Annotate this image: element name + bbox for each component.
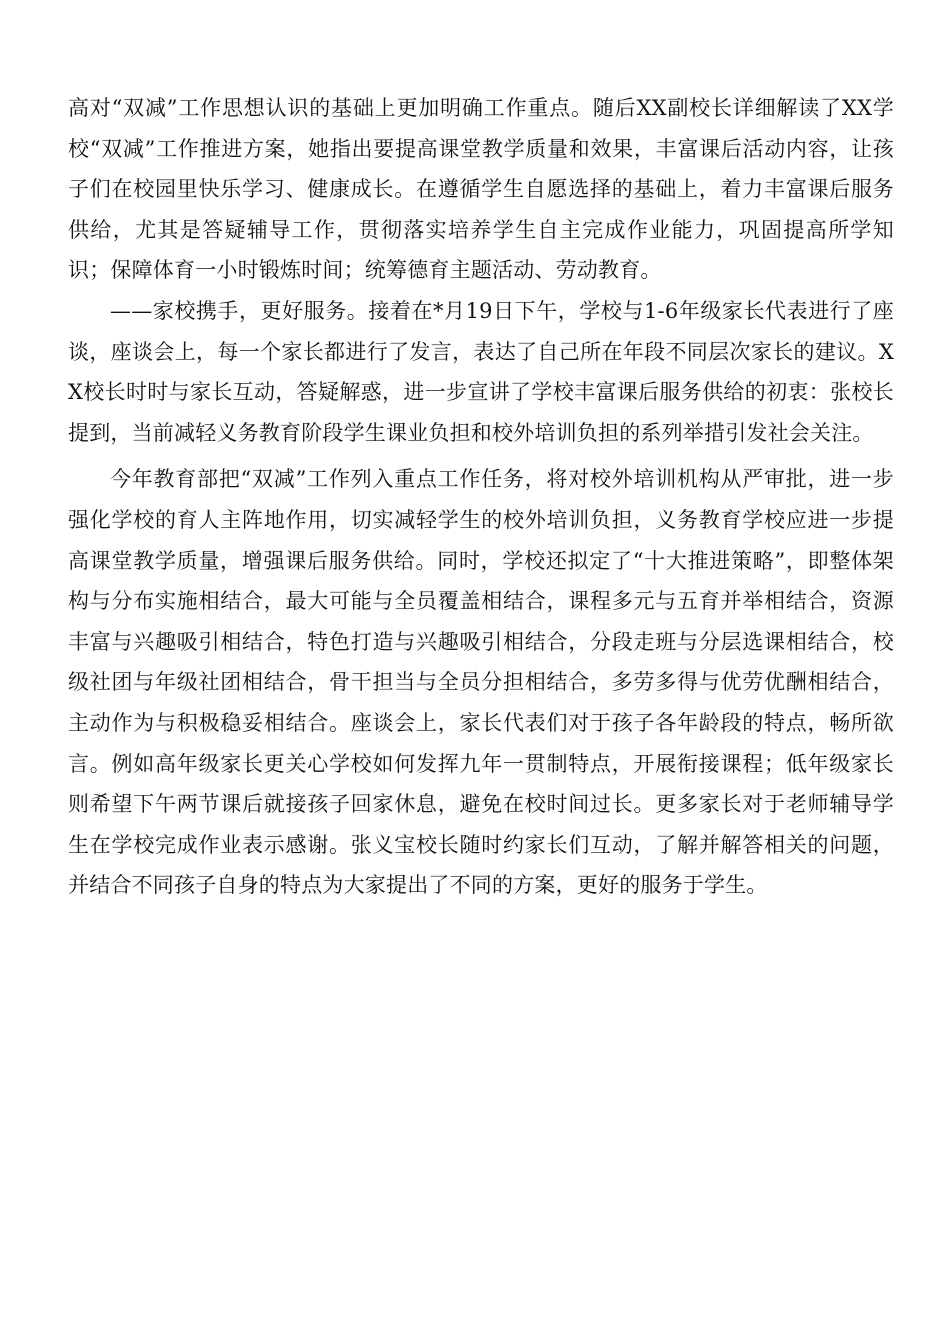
paragraph-home-school: ——家校携手，更好服务。接着在*月19日下午，学校与1-6年级家长代表进行了座谈，座谈会上，每一个家长都进行了发言，表达了自己所在年段不同层次家长的建议。XX校长时时与家长互动，答疑解惑，进一步宣讲了学校丰富课后服务供给的初衷：张校长提到，当前减轻义务教育阶段学生课业负担和校外培训负担的系列举措引发社会关注。	[68, 298, 894, 445]
paragraph-continued: 高对“双减”工作思想认识的基础上更加明确工作重点。随后XX副校长详细解读了XX学校“双减”工作推进方案，她指出要提高课堂教学质量和效果，丰富课后活动内容，让孩子们在校园里快乐学习、健康成长。在遵循学生自愿选择的基础上，着力丰富课后服务供给，尤其是答疑辅导工作，贯彻落实培养学生自主完成作业能力，巩固提高所学知识；保障体育一小时锻炼时间；统筹德育主题活动、劳动教育。	[68, 96, 894, 283]
paragraph-double-reduction: 今年教育部把“双减”工作列入重点工作任务，将对校外培训机构从严审批，进一步强化学校的育人主阵地作用，切实减轻学生的校外培训负担，义务教育学校应进一步提高课堂教学质量，增强课后服务供给。同时，学校还拟定了“十大推进策略”，即整体架构与分布实施相结合，最大可能与全员覆盖相结合，课程多元与五育并举相结合，资源丰富与兴趣吸引相结合，特色打造与兴趣吸引相结合，分段走班与分层选课相结合，校级社团与年级社团相结合，骨干担当与全员分担相结合，多劳多得与优劳优酬相结合，主动作为与积极稳妥相结合。座谈会上，家长代表们对于孩子各年龄段的特点，畅所欲言。例如高年级家长更关心学校如何发挥九年一贯制特点，开展衔接课程；低年级家长则希望下午两节课后就接孩子回家休息，避免在校时间过长。更多家长对于老师辅导学生在学校完成作业表示感谢。张义宝校长随时约家长们互动，了解并解答相关的问题，并结合不同孩子自身的特点为大家提出了不同的方案，更好的服务于学生。	[68, 467, 894, 898]
